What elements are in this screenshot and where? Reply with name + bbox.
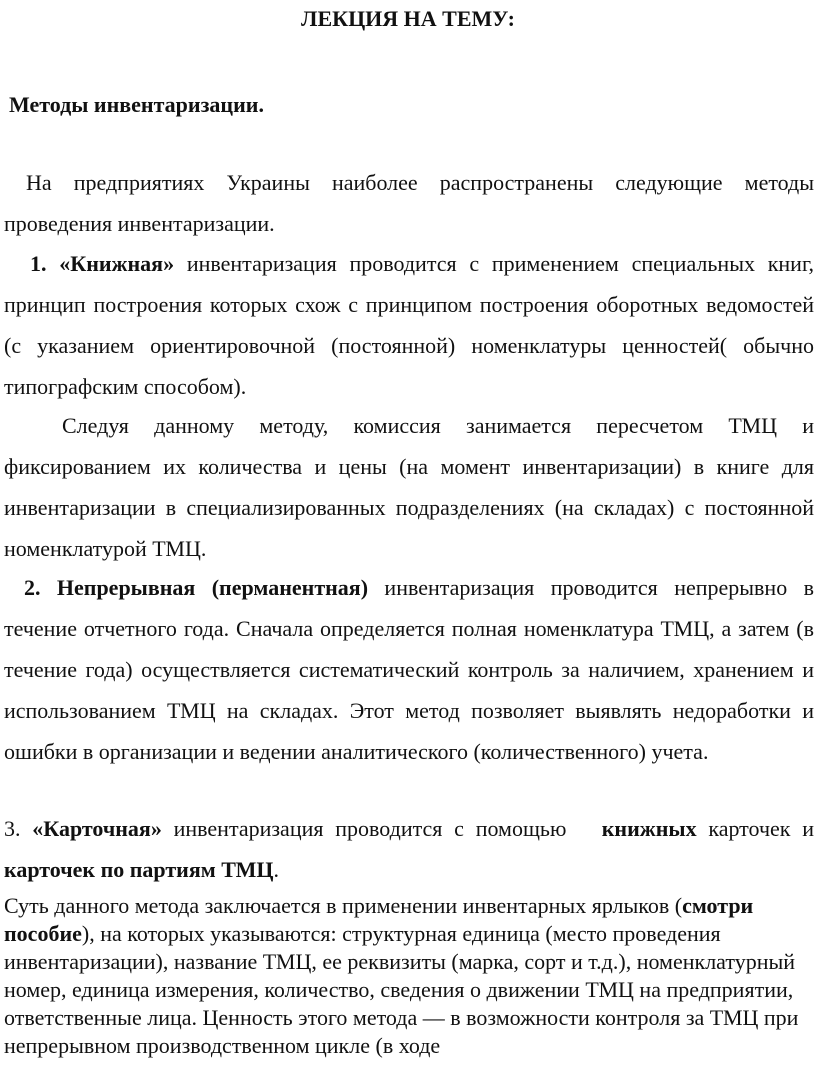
method-3-bold-a: книжных: [601, 816, 697, 841]
method-3-heading: «Карточная»: [32, 816, 162, 841]
method-1-paragraph: [4, 243, 814, 407]
method-1-detail-paragraph: [4, 405, 814, 569]
method-3-number: 3.: [4, 816, 21, 841]
method-3-paragraph: [4, 808, 814, 890]
method-3-text-b: карточек и: [696, 816, 815, 841]
method-1-detail-text: Следуя данному методу, комиссия занимается пересчетом ТМЦ и фиксированием их количества и цены (на момент инвентаризации) в книге для инвентаризации в специализированных подразделениях (на складах) с постоянной номенклатурой ТМЦ.: [4, 413, 814, 561]
method-2-heading: 2. Непрерывная (перманентная): [24, 575, 369, 600]
method-3-text-c: .: [273, 857, 280, 882]
method-3-detail-text-a: Суть данного метода заключается в применении инвентарных ярлыков (: [4, 893, 683, 918]
intro-text: На предприятиях Украины наиболее распространены следующие методы проведения инвентаризации.: [4, 170, 814, 236]
method-2-paragraph: [4, 567, 814, 772]
intro-paragraph: [4, 162, 814, 244]
method-2-text: инвентаризация проводится непрерывно в течение отчетного года. Сначала определяется полная номенклатура ТМЦ, а затем (в течение года) осуществляется систематический контроль за наличием, хранением и использованием ТМЦ на складах. Этот метод позволяет выявлять недоработки и ошибки в организации и ведении аналитического (количественного) учета.: [4, 575, 814, 764]
lecture-subtitle: Методы инвентаризации.: [9, 92, 264, 117]
method-3-detail-bold: смотри пособие: [4, 893, 754, 946]
method-3-bold-b: карточек по партиям ТМЦ: [4, 857, 274, 882]
method-3-detail-paragraph: [4, 892, 814, 1060]
method-1-text: инвентаризация проводится с применением специальных книг, принцип построения которых схож с принципом построения оборотных ведомостей (с указанием ориентировочной (постоянной) номенклатуры ценностей( обычно типографским способом).: [4, 251, 814, 399]
method-3-text-a: инвентаризация проводится с помощью: [161, 816, 579, 841]
page-title: ЛЕКЦИЯ НА ТЕМУ:: [301, 6, 515, 31]
method-1-heading: 1. «Книжная»: [30, 251, 175, 276]
method-3-detail-text-b: ), на которых указываются: структурная единица (место проведения инвентаризации), название ТМЦ, ее реквизиты (марка, сорт и т.д.), номенклатурный номер, единица измерения, количество, сведения о движении ТМЦ на предприятии, ответственные лица. Ценность этого метода — в возможности контроля за ТМЦ при непрерывном производственном цикле (в ходе: [4, 921, 799, 1058]
